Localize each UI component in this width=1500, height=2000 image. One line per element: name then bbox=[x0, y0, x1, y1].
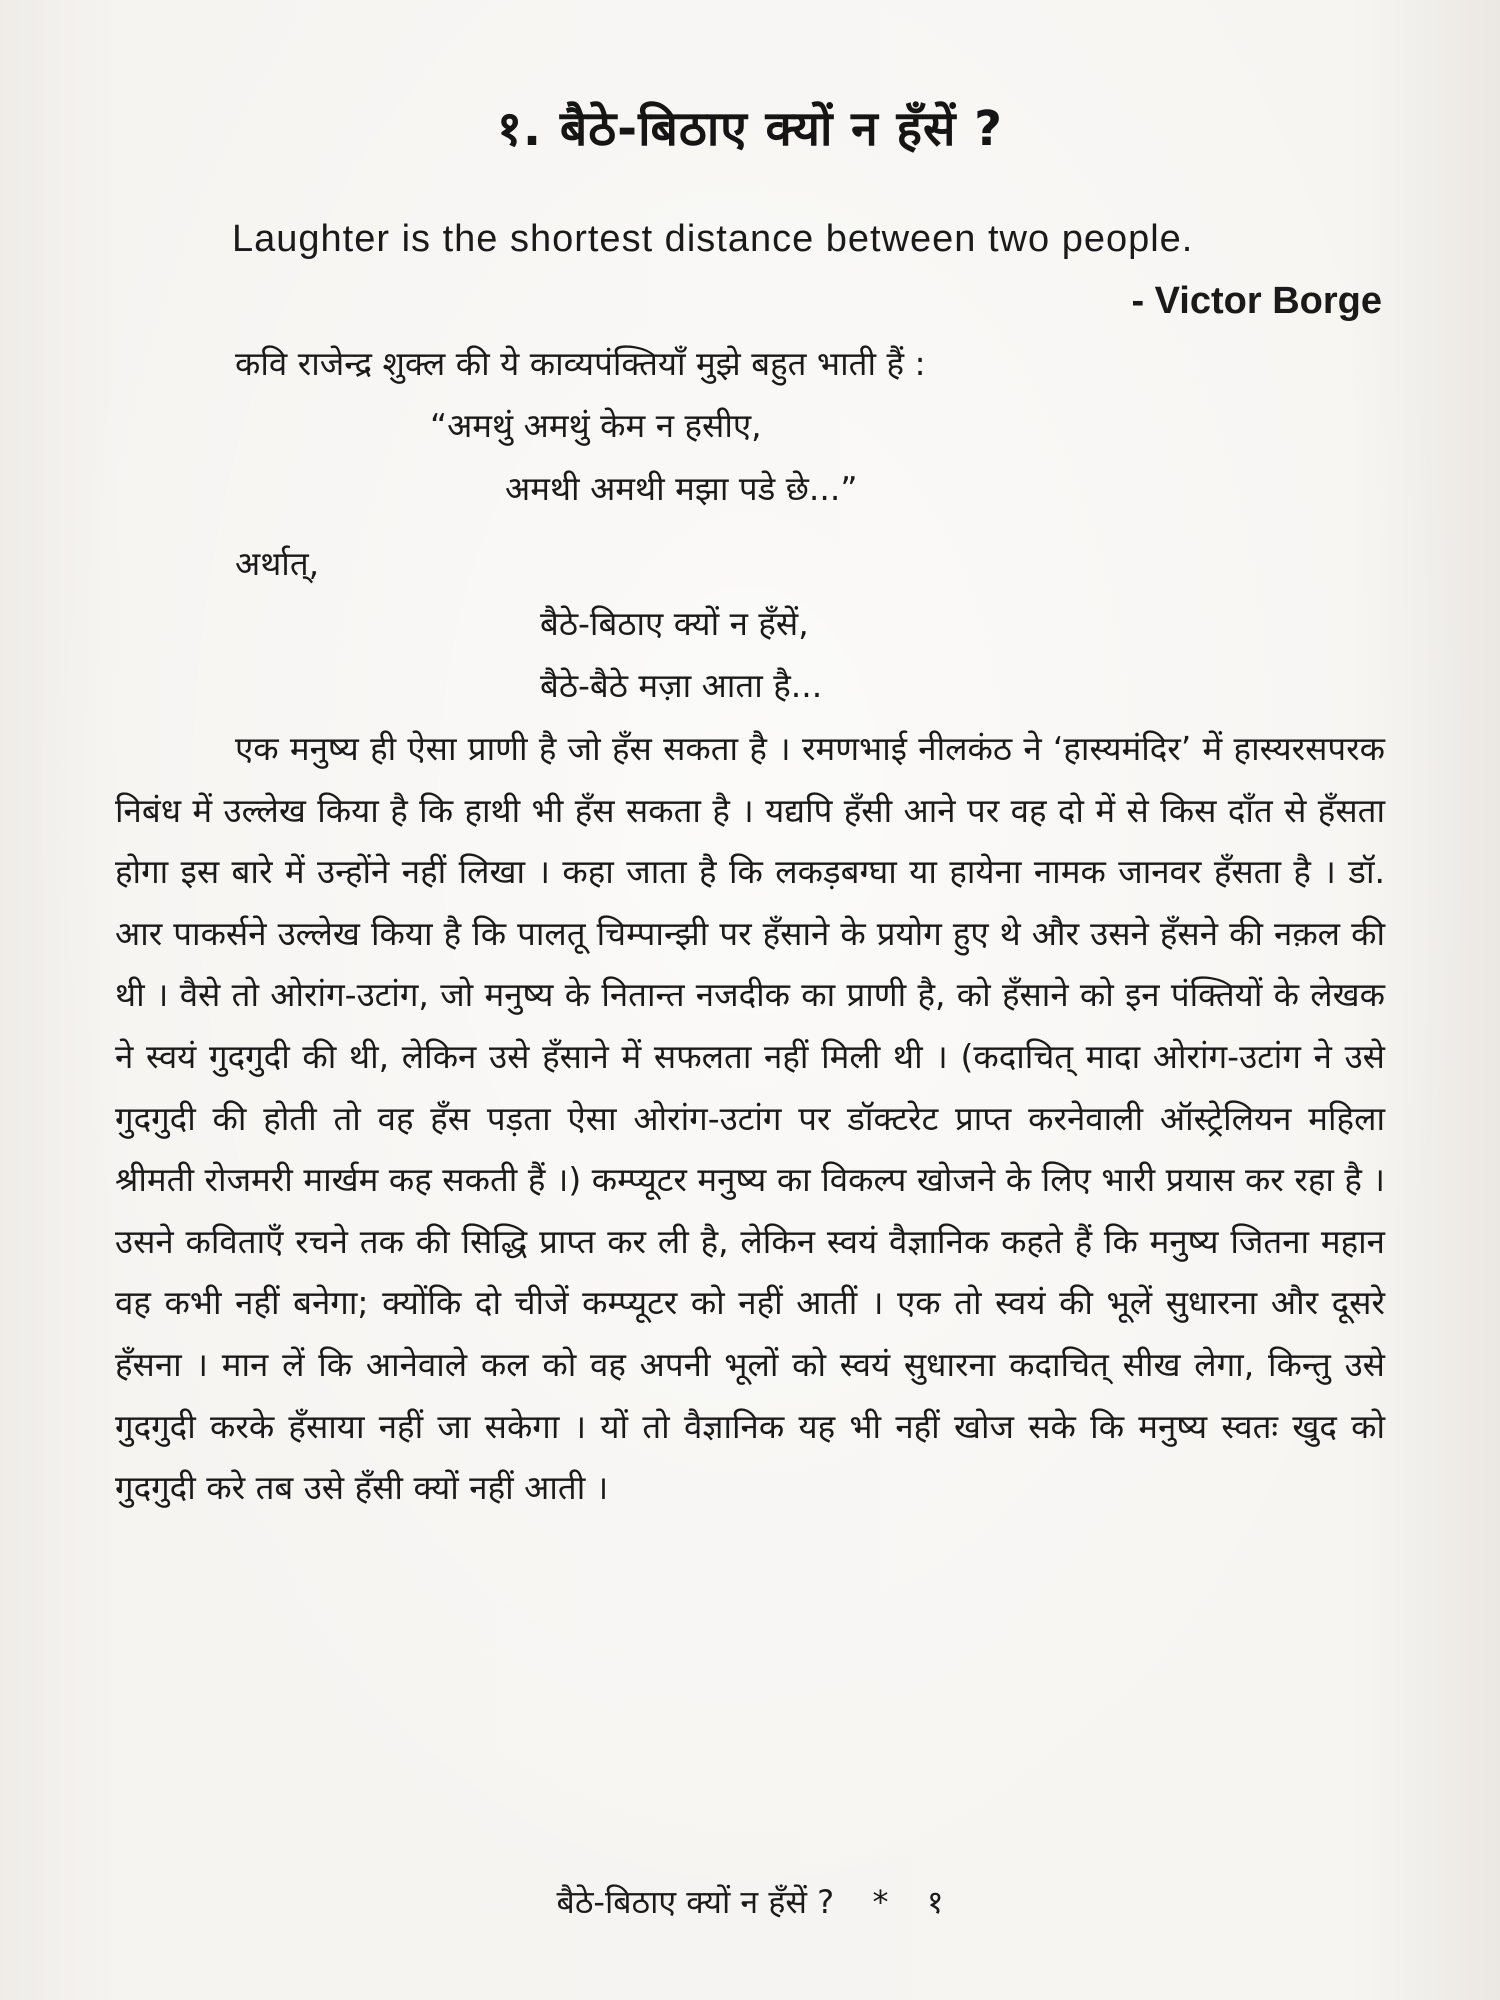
meaning-line-1: बैठे-बिठाए क्यों न हँसें, bbox=[540, 604, 809, 643]
meaning-label: अर्थात्, bbox=[235, 544, 320, 583]
body-paragraph-text: एक मनुष्य ही ऐसा प्राणी है जो हँस सकता है । रमणभाई नीलकंठ ने ‘हास्यमंदिर’ में हास्यरसपरक निबंध में उल्लेख किया है कि हाथी भी हँस सकता है । यद्यपि हँसी आने पर वह दो में से किस दाँत से हँसता होगा इस बारे में उन्होंने नहीं लिखा । कहा जाता है कि लकड़बग्घा या हायेना नामक जानवर हँसता है । डॉ. आर पाकर्सने उल्लेख किया है कि पालतू चिम्पान्झी पर हँसाने के प्रयोग हुए थे और उसने हँसने की नक़ल की थी । वैसे तो ओरांग-उटांग, जो मनुष्य के नितान्त नजदीक का प्राणी है, को हँसाने को इन पंक्तियों के लेखक ने स्वयं गुदगुदी की थी, लेकिन उसे हँसाने में सफलता नहीं मिली थी । (कदाचित् मादा ओरांग-उटांग ने उसे गुदगुदी की होती तो वह हँस पड़ता ऐसा ओरांग-उटांग पर डॉक्टरेट प्राप्त करनेवाली ऑस्ट्रेलियन महिला श्रीमती रोजमरी मार्खम कह सकती हैं ।) कम्प्यूटर मनुष्य का विकल्प खोजने के लिए भारी प्रयास कर रहा है । उसने कविताएँ रचने तक की सिद्धि प्राप्त कर ली है, लेकिन स्वयं वैज्ञानिक कहते हैं कि मनुष्य जितना महान वह कभी नहीं बनेगा; क्योंकि दो चीजें कम्प्यूटर को नहीं आतीं । एक तो स्वयं की भूलें सुधारना और दूसरे हँसना । मान लें कि आनेवाले कल को वह अपनी भूलों को स्वयं सुधारना कदाचित् सीख लेगा, किन्तु उसे गुदगुदी करके हँसाया नहीं जा सकेगा । यों तो वैज्ञानिक यह भी नहीं खोज सके कि मनुष्य स्वतः खुद को गुदगुदी करे तब उसे हँसी क्यों नहीं आती । bbox=[115, 729, 1385, 1508]
page-number: १ bbox=[926, 1883, 944, 1921]
intro-line: कवि राजेन्द्र शुक्ल की ये काव्यपंक्तियाँ मुझे बहुत भाती हैं : bbox=[235, 344, 926, 383]
footer-asterisk-icon: * bbox=[872, 1883, 889, 1921]
chapter-title: १. बैठे-बिठाए क्यों न हँसें ? bbox=[496, 101, 1004, 157]
meaning-line-2: बैठे-बैठे मज़ा आता है... bbox=[540, 666, 823, 705]
page-footer bbox=[0, 1880, 1500, 1923]
verse-original-line-2: अमथी अमथी मझा पडे छे...” bbox=[505, 469, 858, 508]
footer-running-title: बैठे-बिठाए क्यों न हँसें ? bbox=[556, 1883, 835, 1921]
body-paragraph bbox=[115, 718, 1385, 1519]
epigraph-author: - Victor Borge bbox=[1131, 280, 1382, 322]
epigraph-quote: Laughter is the shortest distance between two people. bbox=[232, 218, 1194, 260]
verse-original-line-1: “अमथुं अमथुं केम न हसीए, bbox=[430, 406, 762, 445]
